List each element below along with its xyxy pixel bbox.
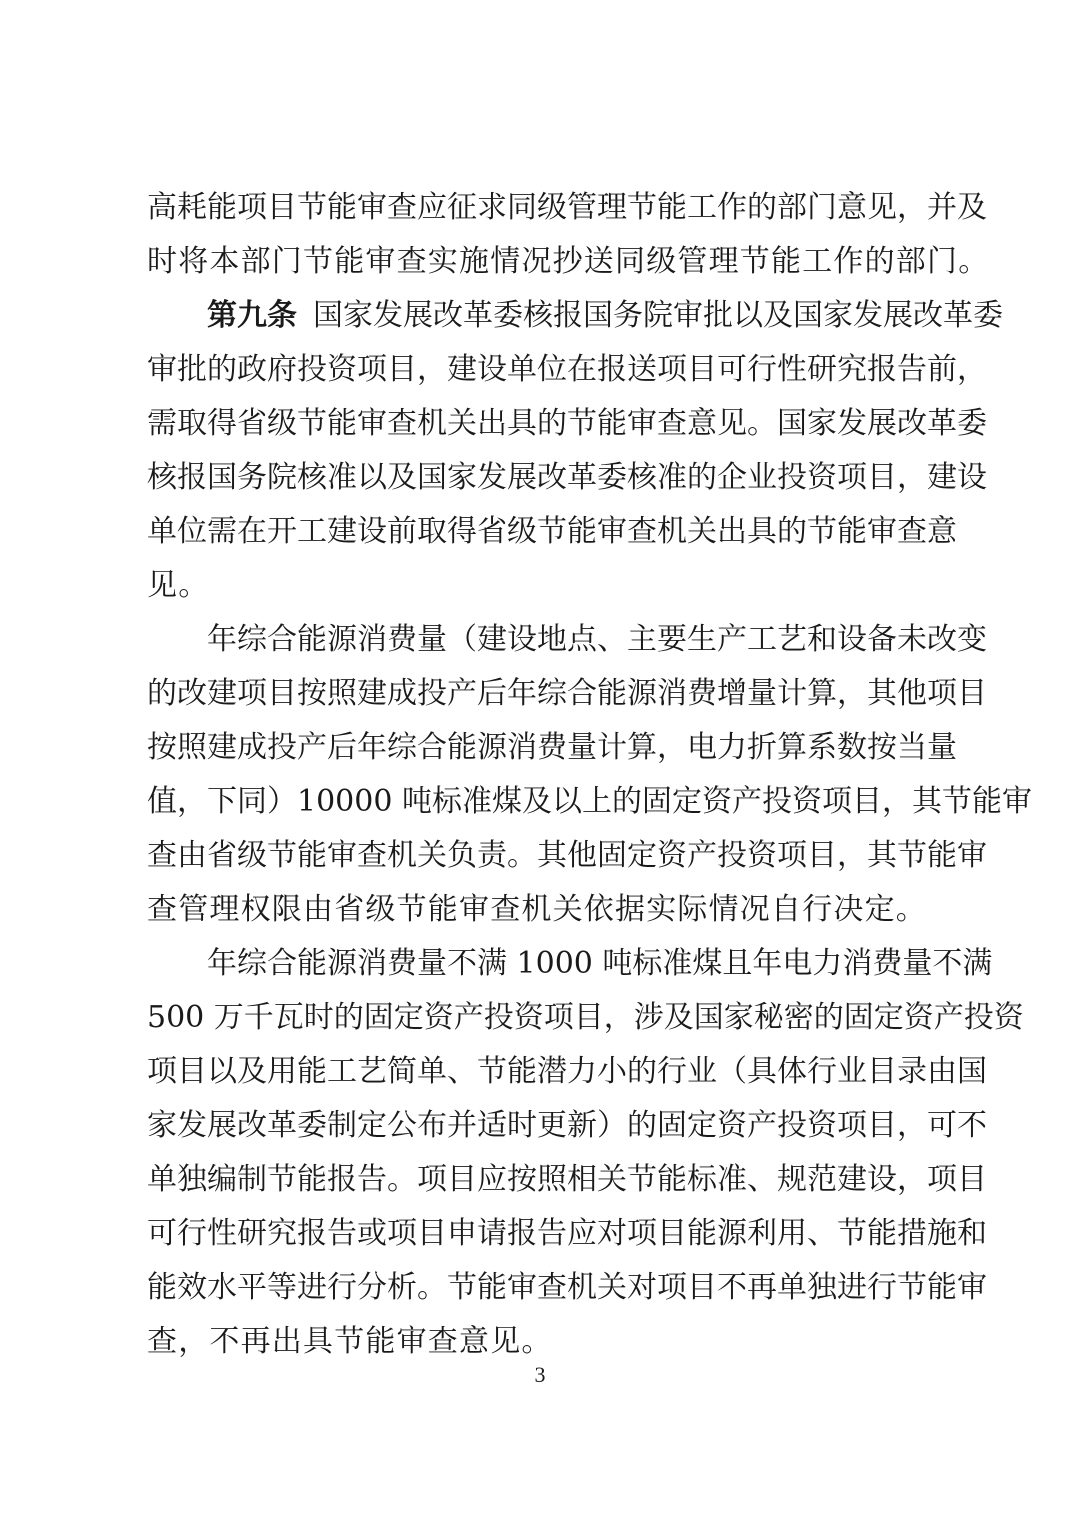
- text-line: 项目以及用能工艺简单、节能潜力小的行业（具体行业目录由国: [147, 1054, 987, 1089]
- text-line: 单独编制节能报告。项目应按照相关节能标准、规范建设，项目: [147, 1162, 987, 1197]
- text-line: 见。: [147, 568, 210, 603]
- text-line: 需取得省级节能审查机关出具的节能审查意见。国家发展改革委: [147, 406, 987, 441]
- text-line: 时将本部门节能审查实施情况抄送同级管理节能工作的部门。: [147, 244, 990, 279]
- text-line: 查管理权限由省级节能审查机关依据实际情况自行决定。: [147, 892, 927, 927]
- text-line: 单位需在开工建设前取得省级节能审查机关出具的节能审查意: [147, 514, 957, 549]
- text-line: 可行性研究报告或项目申请报告应对项目能源利用、节能措施和: [147, 1216, 987, 1251]
- text-line: 查，不再出具节能审查意见。: [147, 1324, 553, 1359]
- text-line: 审批的政府投资项目，建设单位在报送项目可行性研究报告前，: [147, 352, 987, 387]
- text-line: 的改建项目按照建成投产后年综合能源消费增量计算，其他项目: [147, 676, 987, 711]
- text-line: 查由省级节能审查机关负责。其他固定资产投资项目，其节能审: [147, 838, 987, 873]
- text-line-fragment: 国家发展改革委核报国务院审批以及国家发展改革委: [313, 298, 1003, 333]
- text-line: 核报国务院核准以及国家发展改革委核准的企业投资项目，建设: [147, 460, 987, 495]
- text-line: 家发展改革委制定公布并适时更新）的固定资产投资项目，可不: [147, 1108, 987, 1143]
- text-line: 高耗能项目节能审查应征求同级管理节能工作的部门意见，并及: [147, 190, 987, 225]
- article-line: [207, 290, 1003, 342]
- article-heading: 第九条: [207, 298, 297, 333]
- text-line: 值，下同）10000 吨标准煤及以上的固定资产投资项目，其节能审: [147, 784, 1032, 819]
- page-number: 3: [534, 1362, 546, 1387]
- text-line: 能效水平等进行分析。节能审查机关对项目不再单独进行节能审: [147, 1270, 987, 1305]
- text-line: 500 万千瓦时的固定资产投资项目，涉及国家秘密的固定资产投资: [147, 1000, 1024, 1035]
- text-line: 年综合能源消费量不满 1000 吨标准煤且年电力消费量不满: [207, 946, 993, 981]
- text-line: 年综合能源消费量（建设地点、主要生产工艺和设备未改变: [207, 622, 987, 657]
- text-line: 按照建成投产后年综合能源消费量计算，电力折算系数按当量: [147, 730, 957, 765]
